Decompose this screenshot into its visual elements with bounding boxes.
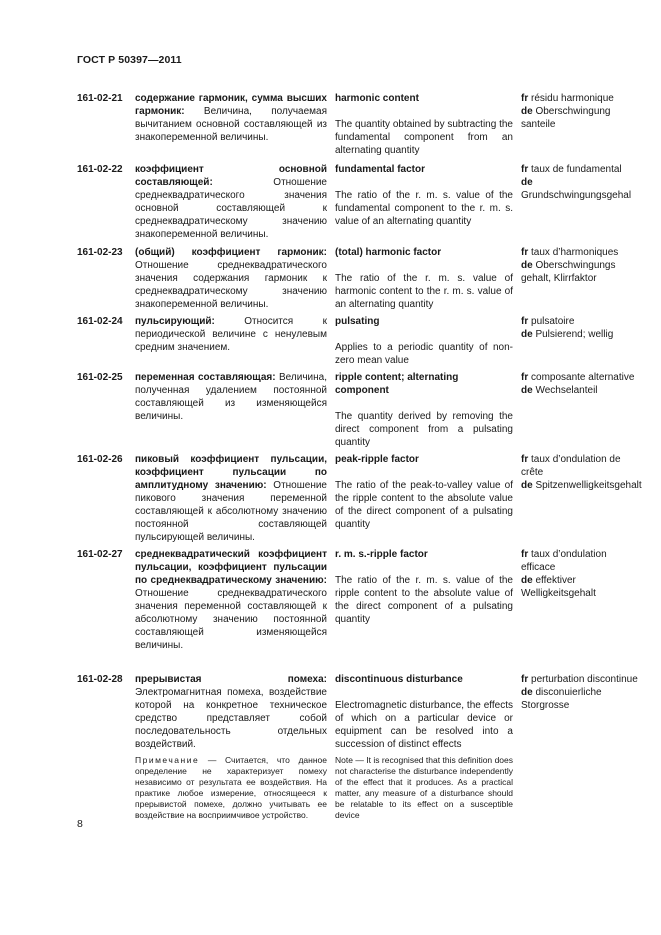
fr-label: fr	[521, 549, 529, 560]
en-definition	[335, 453, 513, 531]
en-def-text: The ratio of the r. m. s. value of harmonic content to the r. m. s. value of an alternating quantity	[335, 273, 513, 310]
de-term: Grundschwingungsgehal	[521, 190, 632, 201]
en-term: (total) harmonic factor	[335, 247, 442, 258]
fr-label: fr	[521, 372, 529, 383]
ru-term: прерывистая помеха:	[135, 674, 327, 685]
fr-term: résidu harmonique	[531, 93, 614, 104]
de-term: Pulsierend; wellig	[535, 329, 614, 340]
en-term: harmonic content	[335, 93, 419, 104]
fr-label: fr	[521, 93, 529, 104]
page-header: ГОСТ Р 50397—2011	[77, 54, 182, 66]
de-term: Oberschwingungs gehalt, Klirrfaktor	[521, 260, 616, 284]
ru-definition	[135, 673, 327, 821]
ru-def-text: Величина, получаемая вычитанием основной составляющей из знакопеременной величины.	[135, 106, 327, 143]
de-term: Spitzenwelligkeitsgehalt	[535, 480, 642, 491]
en-term: peak-ripple factor	[335, 454, 419, 465]
ru-definition	[135, 92, 327, 144]
en-definition	[335, 246, 513, 311]
de-label: de	[521, 385, 533, 396]
fr-term: perturbation discontinue	[531, 674, 638, 685]
en-def-text: Electromagnetic disturbance, the effects of which on a particular device or equipment can be resolved into a succession of distinct effects	[335, 700, 513, 750]
fr-term: taux d’ondulation efficace	[521, 549, 607, 573]
en-definition	[335, 673, 513, 821]
ru-def-text: Отношение среднеквадратического значения содержания гармоник к среднеквадратическому значению знакопеременной величины.	[135, 260, 327, 310]
ru-term: пульсирующий:	[135, 316, 215, 327]
entry-number: 161-02-21	[77, 93, 123, 104]
ru-definition	[135, 371, 327, 423]
en-def-text: The quantity derived by removing the direct component from a pulsating quantity	[335, 411, 513, 448]
entry-number: 161-02-25	[77, 372, 123, 383]
translations	[521, 453, 643, 492]
entry-number: 161-02-24	[77, 316, 123, 327]
ru-term: переменная составляющая:	[135, 372, 276, 383]
de-label: de	[521, 329, 533, 340]
ru-term: среднеквадратический коэффициент пульсации, коэффициент пульсации по среднеквадратическому значению:	[135, 549, 327, 586]
ru-definition	[135, 453, 327, 544]
en-definition	[335, 92, 513, 157]
ru-definition	[135, 548, 327, 652]
ru-term: пиковый коэффициент пульсации, коэффициент пульсации по амплитудному значению:	[135, 454, 327, 491]
ru-def-text: Отношение пикового значения переменной составляющей к абсолютному значению постоянной составляющей пульсирующей величины.	[135, 480, 327, 543]
ru-def-text: Электромагнитная помеха, воздействие которой на конкретное техническое средство представляет собой последовательность отдельных воздействий.	[135, 687, 327, 750]
en-def-text: The ratio of the r. m. s. value of the ripple content to the absolute value of the direct component of a pulsating quantity	[335, 575, 513, 625]
page-number: 8	[77, 818, 83, 830]
de-label: de	[521, 106, 533, 117]
fr-label: fr	[521, 247, 529, 258]
entry-number: 161-02-26	[77, 454, 123, 465]
ru-term: содержание гармоник, сумма высших гармоник:	[135, 93, 327, 117]
en-term: pulsating	[335, 316, 380, 327]
ru-note-text: — Считается, что данное определение не характеризует помеху независимо от результата ее воздействия. На практике любое измерение, относящееся к прерывистой помехе, должно учитывать ее воздействие на восприимчивое устройство.	[135, 755, 327, 820]
fr-term: composante alternative	[531, 372, 635, 383]
en-definition	[335, 371, 513, 449]
translations	[521, 673, 643, 712]
ru-note	[135, 755, 327, 821]
ru-def-text: Отношение среднеквадратического значения переменной составляющей к абсолютному значению постоянной составляющей изменяющейся величины.	[135, 588, 327, 651]
de-term: Oberschwingung santeile	[521, 106, 611, 130]
translations	[521, 163, 643, 202]
entry-number: 161-02-27	[77, 549, 123, 560]
fr-term: taux d’ondulation de crête	[521, 454, 621, 478]
de-label: de	[521, 575, 533, 586]
entry-number: 161-02-23	[77, 247, 123, 258]
de-label: de	[521, 177, 533, 188]
en-term: ripple content; alternating component	[335, 372, 459, 396]
ru-definition	[135, 163, 327, 241]
fr-term: pulsatoire	[531, 316, 575, 327]
en-term: r. m. s.-ripple factor	[335, 549, 428, 560]
en-definition	[335, 315, 513, 367]
fr-label: fr	[521, 674, 529, 685]
entry-number: 161-02-22	[77, 164, 123, 175]
de-label: de	[521, 687, 533, 698]
de-term: effektiver Welligkeitsgehalt	[521, 575, 596, 599]
en-def-text: The quantity obtained by subtracting the fundamental component from an alternating quantity	[335, 119, 513, 156]
ru-def-text: Величина, полученная удалением постоянной составляющей из изменяющейся величины.	[135, 372, 327, 422]
fr-term: taux de fundamental	[531, 164, 622, 175]
fr-label: fr	[521, 316, 529, 327]
translations	[521, 548, 643, 600]
ru-term: (общий) коэффициент гармоник:	[135, 247, 327, 258]
ru-definition	[135, 246, 327, 311]
ru-term: коэффициент основной составляющей:	[135, 164, 327, 188]
en-definition	[335, 548, 513, 626]
ru-note-label: Примечание	[135, 755, 200, 765]
translations	[521, 371, 643, 397]
en-term: fundamental factor	[335, 164, 426, 175]
de-term: disconuierliche Storgrosse	[521, 687, 602, 711]
ru-def-text: Относится к периодической величине с ненулевым средним значением.	[135, 316, 327, 353]
en-def-text: The ratio of the r. m. s. value of the fundamental component to the r. m. s. value of an alternating quantity	[335, 190, 513, 227]
ru-definition	[135, 315, 327, 354]
en-definition	[335, 163, 513, 228]
en-def-text: Applies to a periodic quantity of non-zero mean value	[335, 342, 513, 366]
ru-def-text: Отношение среднеквадратического значения основной составляющей к среднеквадратическому значению знакопеременной величины.	[135, 177, 327, 240]
fr-label: fr	[521, 164, 529, 175]
fr-label: fr	[521, 454, 529, 465]
fr-term: taux d’harmoniques	[531, 247, 619, 258]
de-label: de	[521, 260, 533, 271]
entry-number: 161-02-28	[77, 674, 123, 685]
translations	[521, 92, 643, 131]
en-def-text: The ratio of the peak-to-valley value of the ripple content to the absolute value of the direct component of a pulsating quantity	[335, 480, 513, 530]
en-note: Note — It is recognised that this definition does not characterise the disturbance independently of the effect that it produces. As a practical matter, any measure of a disturbance should be relatable to its effect on a susceptible device	[335, 755, 513, 820]
translations	[521, 246, 643, 285]
de-term: Wechselanteil	[535, 385, 598, 396]
en-term: discontinuous disturbance	[335, 674, 463, 685]
de-label: de	[521, 480, 533, 491]
translations	[521, 315, 643, 341]
